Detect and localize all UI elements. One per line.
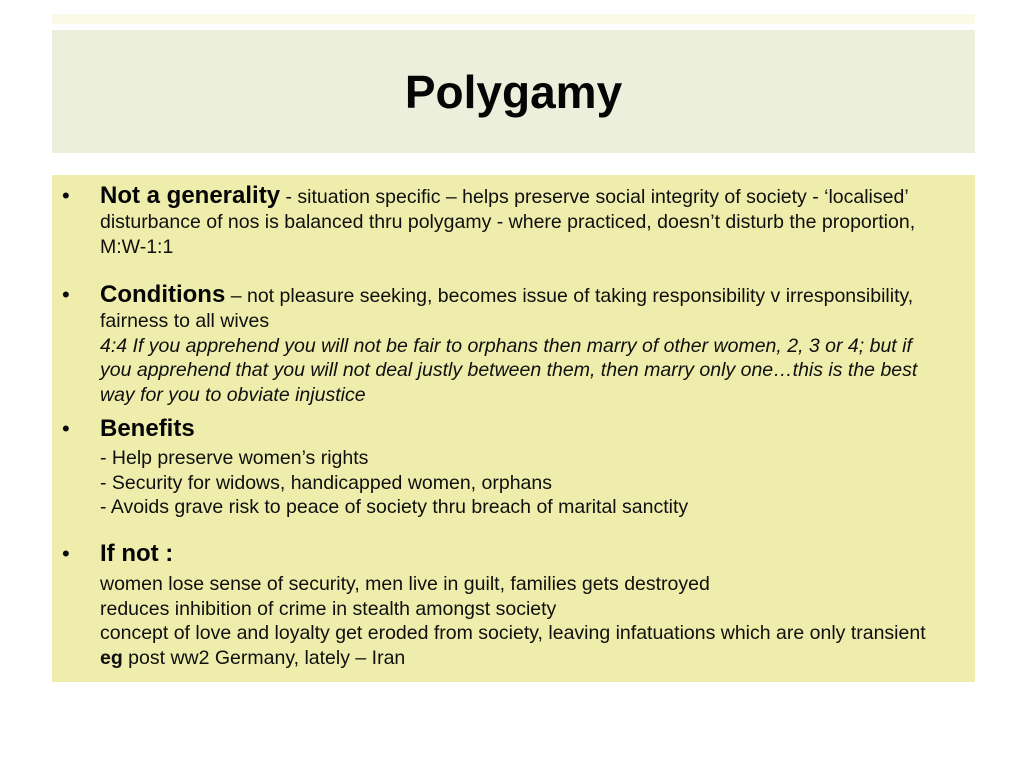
text-line: concept of love and loyalty get eroded from society, leaving infatuations which are only transient	[100, 622, 926, 644]
section-content	[100, 183, 971, 259]
text-line: M:W-1:1	[100, 235, 174, 258]
heading-continuation: - situation specific – helps preserve social integrity of society - ‘localised’	[280, 186, 909, 208]
eg-text: post ww2 Germany, lately – Iran	[122, 646, 406, 669]
text-line: fairness to all wives	[100, 310, 270, 332]
bullet-section-conditions	[62, 282, 971, 407]
consequence-list	[100, 572, 971, 670]
section-content	[100, 541, 971, 670]
quran-quote	[100, 334, 971, 408]
bullet-dot: •	[62, 282, 70, 307]
text-line	[100, 646, 971, 671]
faint-top-strip	[52, 14, 975, 24]
text-line: - Help preserve women’s rights	[100, 447, 369, 469]
text-line: disturbance of nos is balanced thru polygamy - where practiced, doesn’t disturb the proportion,	[100, 211, 916, 233]
slide-title: Polygamy	[404, 65, 623, 118]
bullet-section-benefits	[62, 416, 971, 520]
body-panel	[52, 175, 975, 682]
quote-line: you apprehend that you will not deal justly between them, then marry only one…this is the best	[100, 359, 918, 381]
bullet-dot: •	[62, 416, 70, 441]
bullet-dot: •	[62, 183, 70, 208]
eg-label: eg	[100, 646, 123, 669]
text-line: - Security for widows, handicapped women, orphans	[100, 471, 552, 494]
text-line: - Avoids grave risk to peace of society thru breach of marital sanctity	[100, 496, 689, 518]
bullet-section-if-not	[62, 541, 971, 670]
text-line	[100, 541, 971, 568]
title-panel	[52, 30, 975, 153]
section-content	[100, 416, 971, 520]
bullet-section-not-a-generality	[62, 183, 971, 259]
text-line	[100, 183, 971, 210]
heading-continuation: – not pleasure seeking, becomes issue of taking responsibility v irresponsibility,	[225, 285, 914, 307]
text-line	[100, 282, 971, 309]
text-line	[100, 416, 971, 443]
quote-line: 4:4 If you apprehend you will not be fair to orphans then marry of other women, 2, 3 or 4; but if	[100, 334, 912, 357]
section-content	[100, 282, 971, 407]
section-heading: Benefits	[100, 415, 195, 442]
bullet-dot: •	[62, 541, 70, 566]
quote-line: way for you to obviate injustice	[100, 383, 366, 406]
benefit-list	[100, 446, 971, 520]
section-heading: If not :	[100, 540, 174, 567]
text-line: reduces inhibition of crime in stealth amongst society	[100, 597, 557, 620]
text-line: women lose sense of security, men live in guilt, families gets destroyed	[100, 573, 710, 595]
section-heading: Conditions	[100, 281, 226, 308]
section-heading: Not a generality	[100, 182, 281, 209]
